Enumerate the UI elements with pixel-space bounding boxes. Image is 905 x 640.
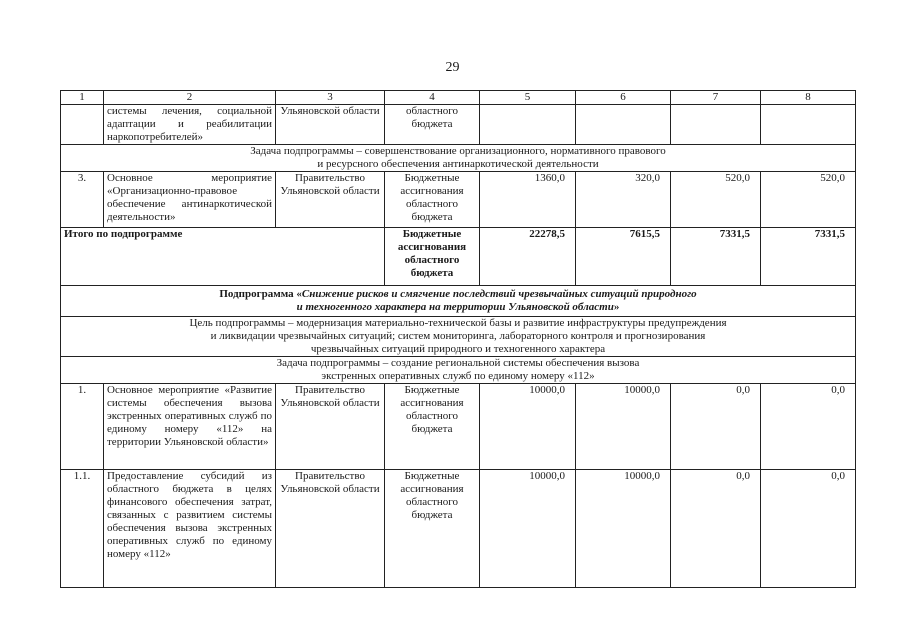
value-cell: 10000,0 (576, 470, 671, 588)
subprogram-title-line-1 (64, 288, 852, 301)
goal-line: и ликвидации чрезвычайных ситуаций; систем мониторинга, лабораторного контроля и прогнозирования (210, 330, 706, 342)
task-row (61, 357, 856, 384)
budget-table (60, 90, 856, 588)
value-cell: 0,0 (761, 470, 856, 588)
value-cell: 520,0 (761, 172, 856, 228)
funding-source-cell: Бюджетные ассигнования областного бюджета (385, 228, 480, 286)
task-line: Задача подпрограммы – совершенствование организационного, нормативного правового (250, 145, 666, 157)
funding-source-cell: Бюджетные ассигнования областного бюджета (385, 384, 480, 470)
measure-name-cell: Основное мероприятие «Развитие системы обеспечения вызова экстренных оперативных служб по единому номеру «112» на территории Ульяновской области» (104, 384, 276, 470)
task-cell (61, 145, 856, 172)
subprogram-prefix: Подпрограмма « (219, 288, 302, 300)
value-cell: 320,0 (576, 172, 671, 228)
goal-row (61, 317, 856, 357)
goal-line: чрезвычайных ситуаций природного и техногенного характера (310, 343, 606, 355)
total-value-cell: 7331,5 (671, 228, 761, 286)
header-cell: 4 (385, 91, 480, 105)
measure-name-cell: системы лечения, социальной адаптации и реабилитации наркопотребителей» (104, 105, 276, 145)
value-cell (671, 105, 761, 145)
header-cell: 1 (61, 91, 104, 105)
value-cell (761, 105, 856, 145)
measure-name-cell: Предоставление субсидий из областного бюджета в целях финансового обеспечения затрат, связанных с развитием системы обеспечения вызова экстренных оперативных служб по единому номеру «112» (104, 470, 276, 588)
value-cell: 0,0 (671, 470, 761, 588)
executor-cell: Правительство Ульяновской области (276, 470, 385, 588)
header-cell: 8 (761, 91, 856, 105)
funding-source-cell: областного бюджета (385, 105, 480, 145)
task-row (61, 145, 856, 172)
subprogram-title-line-2 (64, 301, 852, 314)
table-row-1 (61, 384, 856, 470)
subprogram-title: и техногенного характера на территории Ульяновской области (296, 301, 614, 313)
header-cell: 5 (480, 91, 576, 105)
subprogram-suffix: » (613, 301, 620, 313)
header-row (61, 91, 856, 105)
funding-source-cell: Бюджетные ассигнования областного бюджета (385, 172, 480, 228)
executor-cell: Ульяновской области (276, 105, 385, 145)
subprogram-row (61, 286, 856, 317)
total-value-cell: 7615,5 (576, 228, 671, 286)
value-cell: 10000,0 (576, 384, 671, 470)
table-row-3 (61, 172, 856, 228)
value-cell: 0,0 (761, 384, 856, 470)
measure-name-cell: Основное мероприятие «Организационно-правовое обеспечение антинаркотической деятельности» (104, 172, 276, 228)
row-number-cell (61, 105, 104, 145)
subprogram-title-cell (61, 286, 856, 317)
value-cell: 0,0 (671, 384, 761, 470)
total-label-cell: Итого по подпрограмме (61, 228, 385, 286)
value-cell: 10000,0 (480, 470, 576, 588)
executor-cell: Правительство Ульяновской области (276, 384, 385, 470)
row-number-cell: 1.1. (61, 470, 104, 588)
task-line: и ресурсного обеспечения антинаркотической деятельности (317, 158, 599, 170)
goal-cell (61, 317, 856, 357)
total-value-cell: 7331,5 (761, 228, 856, 286)
value-cell (480, 105, 576, 145)
task-line: Задача подпрограммы – создание региональной системы обеспечения вызова (276, 357, 640, 369)
value-cell (576, 105, 671, 145)
goal-line: Цель подпрограммы – модернизация материально-технической базы и развитие инфраструктуры предупреждения (189, 317, 727, 329)
row-number-cell: 3. (61, 172, 104, 228)
total-row (61, 228, 856, 286)
task-cell (61, 357, 856, 384)
header-cell: 7 (671, 91, 761, 105)
page-number: 29 (445, 60, 460, 75)
value-cell: 1360,0 (480, 172, 576, 228)
total-value-cell: 22278,5 (480, 228, 576, 286)
header-cell: 2 (104, 91, 276, 105)
value-cell: 10000,0 (480, 384, 576, 470)
table-row-continuation (61, 105, 856, 145)
header-cell: 6 (576, 91, 671, 105)
value-cell: 520,0 (671, 172, 761, 228)
task-line: экстренных оперативных служб по единому номеру «112» (321, 370, 595, 382)
funding-source-cell: Бюджетные ассигнования областного бюджета (385, 470, 480, 588)
subprogram-title: Снижение рисков и смягчение последствий чрезвычайных ситуаций природного (301, 288, 697, 300)
table-row-1-1 (61, 470, 856, 588)
executor-cell: Правительство Ульяновской области (276, 172, 385, 228)
header-cell: 3 (276, 91, 385, 105)
row-number-cell: 1. (61, 384, 104, 470)
